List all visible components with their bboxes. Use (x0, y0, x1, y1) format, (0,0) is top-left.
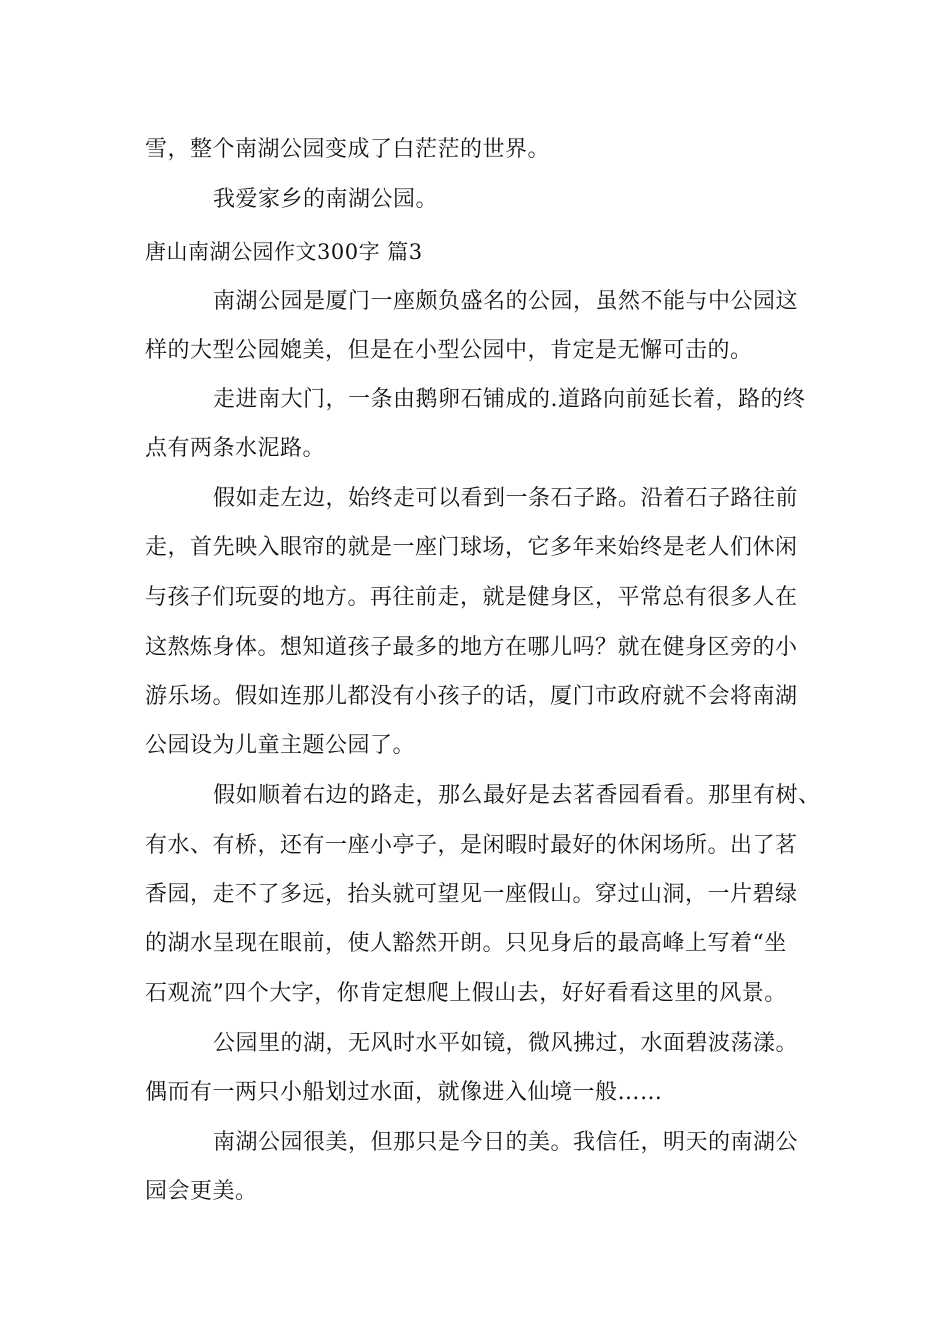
paragraph-line: 这熬炼身体。想知道孩子最多的地方在哪儿吗？就在健身区旁的小 (145, 635, 798, 660)
paragraph-line: 与孩子们玩耍的地方。再往前走，就是健身区，平常总有很多人在 (145, 585, 798, 610)
paragraph-line: 样的大型公园媲美，但是在小型公园中，肯定是无懈可击的。 (145, 338, 753, 363)
section-heading: 唐山南湖公园作文300字 篇3 (145, 240, 423, 264)
paragraph-line: 走，首先映入眼帘的就是一座门球场，它多年来始终是老人们休闲 (145, 535, 798, 560)
paragraph-line: 假如走左边，始终走可以看到一条石子路。沿着石子路往前 (213, 486, 799, 511)
paragraph-line: 南湖公园是厦门一座颇负盛名的公园，虽然不能与中公园这 (213, 289, 799, 314)
paragraph-line: 香园，走不了多远，抬头就可望见一座假山。穿过山洞，一片碧绿 (145, 882, 798, 907)
paragraph-line: 公园设为儿童主题公园了。 (145, 733, 416, 758)
paragraph-line: 园会更美。 (145, 1179, 258, 1204)
paragraph-line: 走进南大门，一条由鹅卵石铺成的.道路向前延长着，路的终 (213, 387, 806, 412)
paragraph-line: 游乐场。假如连那儿都没有小孩子的话，厦门市政府就不会将南湖 (145, 684, 798, 709)
paragraph-line: 雪，整个南湖公园变成了白茫茫的世界。 (145, 137, 551, 162)
paragraph-line: 我爱家乡的南湖公园。 (213, 187, 439, 212)
paragraph-line: 公园里的湖，无风时水平如镜，微风拂过，水面碧波荡漾。 (213, 1031, 799, 1056)
paragraph-line: 偶而有一两只小船划过水面，就像进入仙境一般…… (145, 1080, 663, 1105)
paragraph-line: 有水、有桥，还有一座小亭子，是闲暇时最好的休闲场所。出了茗 (145, 833, 798, 858)
paragraph-line: 石观流”四个大字，你肯定想爬上假山去，好好看看这里的风景。 (145, 981, 787, 1006)
paragraph-line: 点有两条水泥路。 (145, 436, 326, 461)
paragraph-line: 假如顺着右边的路走，那么最好是去茗香园看看。那里有树、 (213, 783, 821, 808)
paragraph-line: 的湖水呈现在眼前，使人豁然开朗。只见身后的最高峰上写着“坐 (145, 931, 787, 956)
paragraph-line: 南湖公园很美，但那只是今日的美。我信任，明天的南湖公 (213, 1130, 799, 1155)
